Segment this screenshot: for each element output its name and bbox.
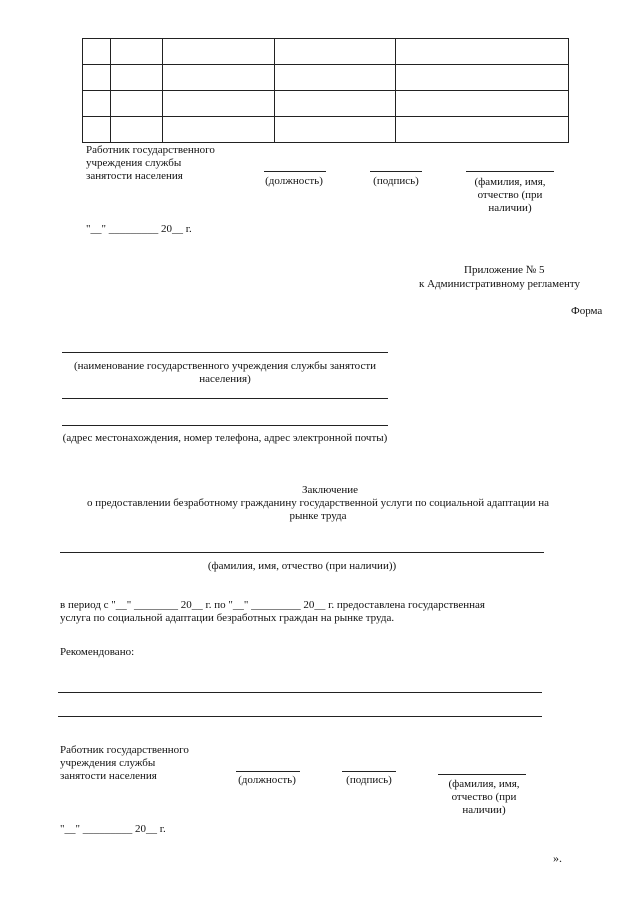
- institution-address-caption: (адрес местонахождения, номер телефона, адрес электронной почты): [62, 432, 388, 444]
- table-cell: [83, 91, 111, 117]
- recommended-label: Рекомендовано:: [60, 646, 135, 658]
- appendix-reference: к Административному регламенту: [419, 278, 581, 290]
- top-date-line: "__" _________ 20__ г.: [86, 223, 192, 235]
- appendix-title: Приложение № 5: [464, 264, 545, 276]
- table-cell: [163, 39, 275, 65]
- recommendation-line2: [58, 716, 542, 717]
- table-cell: [163, 117, 275, 143]
- bottom-worker-label-line1: Работник государственного: [60, 744, 189, 756]
- table-cell: [396, 39, 569, 65]
- citizen-fio-caption: (фамилия, имя, отчество (при наличии)): [207, 560, 397, 572]
- institution-name-caption: (наименование государственного учреждения службы занятости населения): [73, 360, 377, 385]
- bottom-date-line: "__" _________ 20__ г.: [60, 823, 166, 835]
- institution-address-line1: [62, 398, 388, 399]
- top-table: [82, 38, 569, 143]
- table-cell: [396, 65, 569, 91]
- top-fio-line: [466, 171, 554, 172]
- period-line2: услуга по социальной адаптации безработных граждан на рынке труда.: [60, 612, 395, 624]
- closing-mark: ».: [553, 851, 562, 865]
- top-worker-label-line3: занятости населения: [86, 170, 183, 182]
- table-cell: [111, 65, 163, 91]
- table-cell: [275, 65, 396, 91]
- bottom-worker-label: [60, 744, 210, 783]
- top-worker-label-line1: Работник государственного: [86, 144, 215, 156]
- table-cell: [111, 39, 163, 65]
- top-position-line: [264, 171, 326, 172]
- table-cell: [111, 91, 163, 117]
- table-cell: [163, 65, 275, 91]
- top-signature-line: [370, 171, 422, 172]
- table-row: [83, 39, 569, 65]
- bottom-fio-label: (фамилия, имя, отчество (при наличии): [448, 778, 520, 816]
- form-label: Форма: [571, 305, 603, 317]
- table-cell: [83, 65, 111, 91]
- table-row: [83, 65, 569, 91]
- top-fio-label: (фамилия, имя, отчество (при наличии): [474, 176, 546, 214]
- bottom-worker-label-line2: учреждения службы: [60, 757, 156, 769]
- period-line1: в период с "__" ________ 20__ г. по "__" _________ 20__ г. предоставлена государственная: [60, 599, 485, 611]
- conclusion-subtitle: о предоставлении безработному гражданину государственной услуги по социальной адаптации на рынке труда: [86, 497, 550, 522]
- table-cell: [83, 39, 111, 65]
- conclusion-title: Заключение: [301, 484, 359, 496]
- top-signature-label: (подпись): [373, 175, 419, 187]
- table-cell: [396, 91, 569, 117]
- citizen-fio-line: [60, 552, 544, 553]
- bottom-worker-label-line3: занятости населения: [60, 770, 157, 782]
- top-worker-label-line2: учреждения службы: [86, 157, 182, 169]
- institution-name-line: [62, 352, 388, 353]
- table-cell: [275, 91, 396, 117]
- table-cell: [111, 117, 163, 143]
- table-row: [83, 117, 569, 143]
- bottom-fio-line: [438, 774, 526, 775]
- top-position-label: (должность): [265, 175, 323, 187]
- bottom-position-label: (должность): [238, 774, 296, 786]
- recommendation-line1: [58, 692, 542, 693]
- table-cell: [83, 117, 111, 143]
- table-cell: [163, 91, 275, 117]
- table-row: [83, 91, 569, 117]
- institution-address-line2: [62, 425, 388, 426]
- table-cell: [275, 117, 396, 143]
- bottom-position-line: [236, 771, 300, 772]
- top-worker-label: [86, 144, 246, 183]
- table-cell: [275, 39, 396, 65]
- bottom-signature-label: (подпись): [346, 774, 392, 786]
- table-cell: [396, 117, 569, 143]
- bottom-signature-line: [342, 771, 396, 772]
